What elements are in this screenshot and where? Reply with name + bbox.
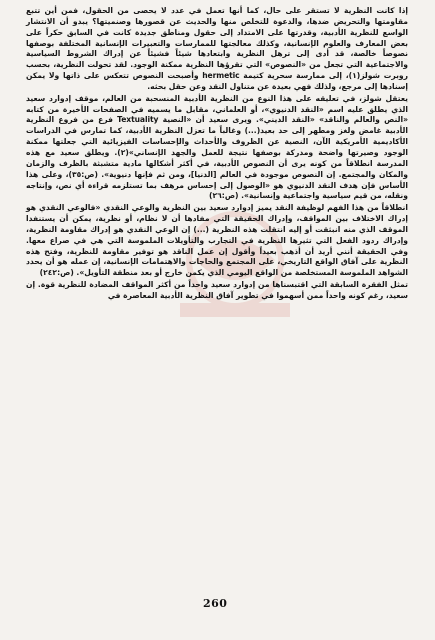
paragraph-4: تمثل الفقرة السابقة التي اقتبسناها من إدوارد سعيد واحداً من أكثر المواقف المضادة للنظرية قوة. إن سعيد، رغم كونه واحداً ممن أسهموا في تطوير آفاق النظرية الأدبية المعاصرة في	[26, 280, 408, 300]
paragraph-2: يعتقل شولز، في تعليقه على هذا النوع من النظرية الأدبية المنسحبة من العالم، موقف إدوارد سعيد الذي يطلق عليه اسم «النقد الدنيوي»، أو العلماني، مقابل ما يسميه في الصفحات الأخيرة من كتابه «النص والعالم والناقد» «النقد الديني». ويرى سعيد أن «النصية Textuality فرع من فروع النظرية الأدبية غامض ولغز ومطهر إلى حد بعيد(...) وغالباً ما تعزل النظرية الأدبية، كما تمارس في الدراسات الأكاديمية الأمريكية الآن، النصية عن الظروف والأحداث والإحساسات الفيزيائية التي جعلتها ممكنة الوجود وصيرتها واضحة ومدركة بوصفها نتيجة للعمل والجهد الإنساني»(٢). ويطلق سعيد مع هذه المدرسة انطلاقاً من كونه يرى أن النصوص الأدبية، في أكثر أشكالها مادية متشبثة بالظرف والزمان والمكان والمجتمع. إن النصوص موجودة في العالم [الدنيا]، ومن ثم فإنها دنيوية». (ص:٣٥)، وعلى هذا الأساس فإن هدف النقد الدنيوي هو «الوصول إلى إحساس مرهف بما تستلزمه قراءة أي نص، وإنتاجه ونقله، من قيم سياسية واجتماعية وإنسانية». (ص:٢٦)	[26, 93, 408, 201]
paragraph-1: إذا كانت النظرية لا تستقر على حال، كما أنها تعمل في عدد لا يحصى من الحقول، فمن أين تتبع مقاومتها والتحريض ضدها، والدعوة للتخلص منها والحديث عن قصورها وصنميتها؟ يبدو أن الانتشار الواسع للنظرية الأدبية، وقدرتها على الامتداد إلى حقول ومناطق جديدة كانت في السابق حكراً على بعض المعارف والعلوم الإنسانية، وكذلك معالجتها للممارسات والتعبيرات الإنسانية المختلفة بوصفها نصوصاً خالصة، قد أدى إلى ترهل النظرية وابتعادها شيئاً فشيئاً عن إدراك الشروط السياسية والاجتماعية التي تجعل من «النصوص» التي تقرؤها النظرية ممكنة الوجود. لقد تحولت النظرية، بحسب روبرت شولز(١)، إلى ممارسة سحرية كتيمة hermetic وأصبحت النصوص تتعكس على ذاتها ولا يمكن إسنادها إلى مرجع، ولذلك فهي بعيدة عن متناول النقد وعن حقل بحثه.	[26, 6, 409, 91]
paragraph-3: انطلاقاً من هذا الفهم لوظيفة النقد يميز إدوارد سعيد بين النظرية والوعي النقدي «فالوعي النقدي هو إدراك الاختلاف بين المواقف، وإدراك الحقيقة التي مفادها أن لا نظام، أو نظرية، يمكن أن يستنفدا الموقف الذي منه انبثقت أو إليه انتقلت هذه النظرية (...) إن الوعي النقدي هو إدراك مقاومة النظرية، وإدراك ردود الفعل التي تثيرها النظرية في التجارب والتأويلات الملموسة التي هي في صراع معها. وفي الحقيقة أنني أريد أن أذهب بعيداً وأقول إن عمل الناقد هو توفير مقاومة للنظرية، وفتح هذه النظرية على آفاق الواقع التاريخي، على المجتمع والحاجات والاهتمامات الإنسانية، إن عمله هو أن يحدد الشواهد الملموسة المستخلصة من الواقع اليومي الذي يكمن خارج أو بعد منطقة التأويل». (ص:٢٤٢)	[26, 203, 408, 278]
article-body	[26, 6, 408, 302]
page-number: 260	[203, 597, 228, 610]
